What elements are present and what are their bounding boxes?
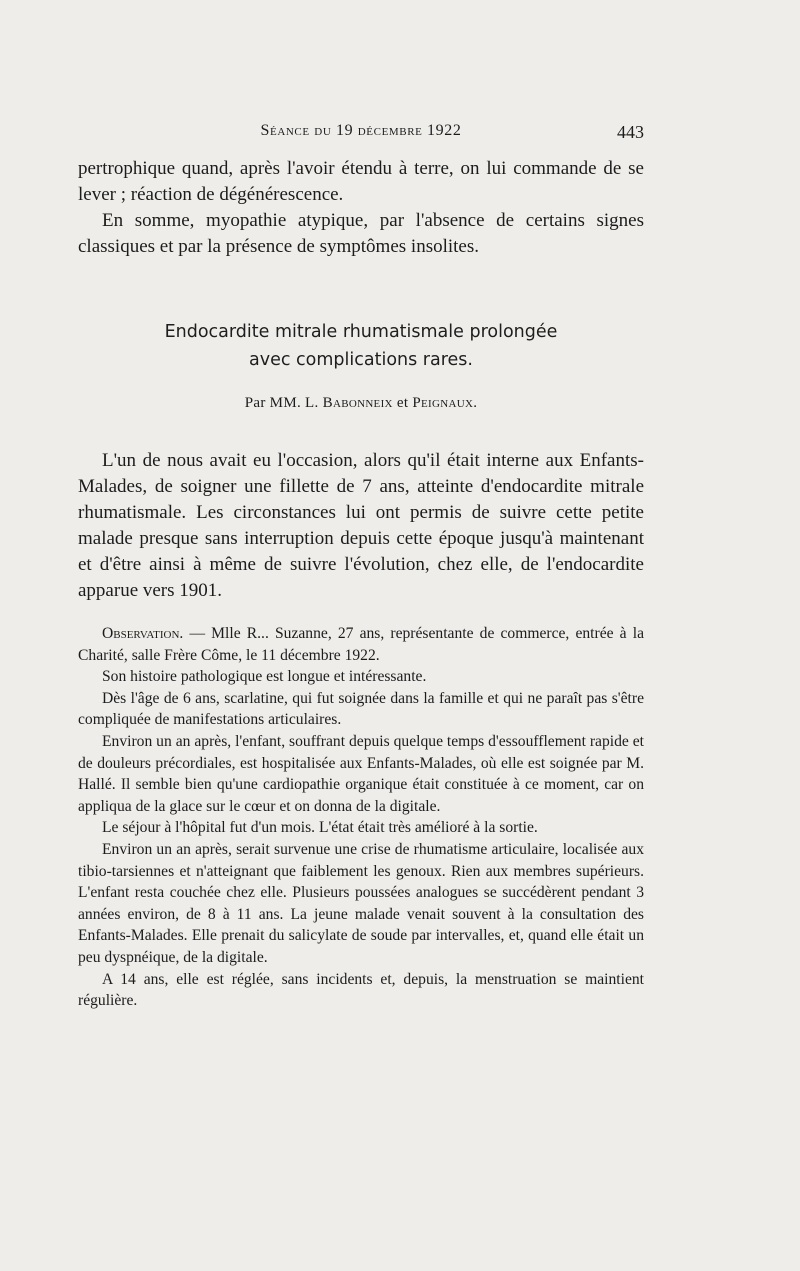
observation-paragraph: Le séjour à l'hôpital fut d'un mois. L'état était très amélioré à la sortie. bbox=[102, 819, 538, 837]
page-number: 443 bbox=[617, 122, 644, 142]
intro-paragraph: pertrophique quand, après l'avoir étendu à terre, on lui commande de se lever ; réaction de dégénérescence. bbox=[78, 158, 644, 205]
observation-section bbox=[78, 623, 644, 1012]
page-header bbox=[78, 122, 644, 146]
observation-paragraph: Environ un an après, serait survenue une crise de rhumatisme articulaire, localisée aux tibio-tarsiennes et n'atteignant que faiblement les genoux. Rien aux membres supérieurs. L'enfant resta couchée chez elle. Plusieurs poussées analogues se succédèrent pendant 3 années environ, de 8 à 11 ans. La jeune malade venait souvent à la consultation des Enfants-Malades. Elle prenait du salicylate de soude par intervalles, et, quand elle était un peu dyspnéique, de la digitale. bbox=[78, 840, 644, 966]
intro-text bbox=[78, 156, 644, 260]
author-name: Babonneix bbox=[322, 395, 393, 411]
running-head: Séance du 19 décembre 1922 bbox=[260, 122, 462, 139]
article-title-line: Endocardite mitrale rhumatismale prolongée bbox=[164, 322, 558, 342]
observation-paragraph: Son histoire pathologique est longue et intéressante. bbox=[102, 668, 427, 686]
article-title bbox=[78, 318, 644, 374]
observation-paragraph: Environ un an après, l'enfant, souffrant depuis quelque temps d'essoufflement rapide et de douleurs précordiales, est hospitalisée aux Enfants-Malades, où elle est soignée par M. Hallé. Il semble bien qu'une cardiopathie organique était constituée à ce moment, car on appliqua de la glace sur le cœur et on donna de la digitale. bbox=[78, 732, 644, 815]
observation-first-text: — Mlle R... Suzanne, 27 ans, représentante de commerce, entrée à la Charité, salle Frère Côme, le 11 décembre 1922. bbox=[78, 625, 644, 664]
observation-intro bbox=[78, 623, 644, 666]
authors-conjunction: et bbox=[396, 395, 409, 411]
authors-prefix: Par MM. L. bbox=[244, 395, 319, 411]
observation-label: Observation. bbox=[102, 625, 184, 642]
main-text bbox=[78, 448, 644, 604]
intro-paragraph: En somme, myopathie atypique, par l'absence de certains signes classiques et par la présence de symptômes insolites. bbox=[78, 210, 644, 257]
author-name: Peignaux. bbox=[412, 395, 478, 411]
article-authors bbox=[78, 395, 644, 412]
main-paragraph: L'un de nous avait eu l'occasion, alors qu'il était interne aux Enfants-Malades, de soigner une fillette de 7 ans, atteinte d'endocardite mitrale rhumatismale. Les circonstances lui ont permis de suivre cette petite malade presque sans interruption depuis cette époque jusqu'à maintenant et d'être ainsi à même de suivre l'évolution, chez elle, de l'endocardite apparue vers 1901. bbox=[78, 450, 644, 601]
observation-paragraph: Dès l'âge de 6 ans, scarlatine, qui fut soignée dans la famille et qui ne paraît pas s'être compliquée de manifestations articulaires. bbox=[78, 689, 644, 729]
observation-paragraph: A 14 ans, elle est réglée, sans incidents et, depuis, la menstruation se maintient régulière. bbox=[78, 970, 644, 1010]
article-title-line: avec complications rares. bbox=[249, 350, 473, 370]
